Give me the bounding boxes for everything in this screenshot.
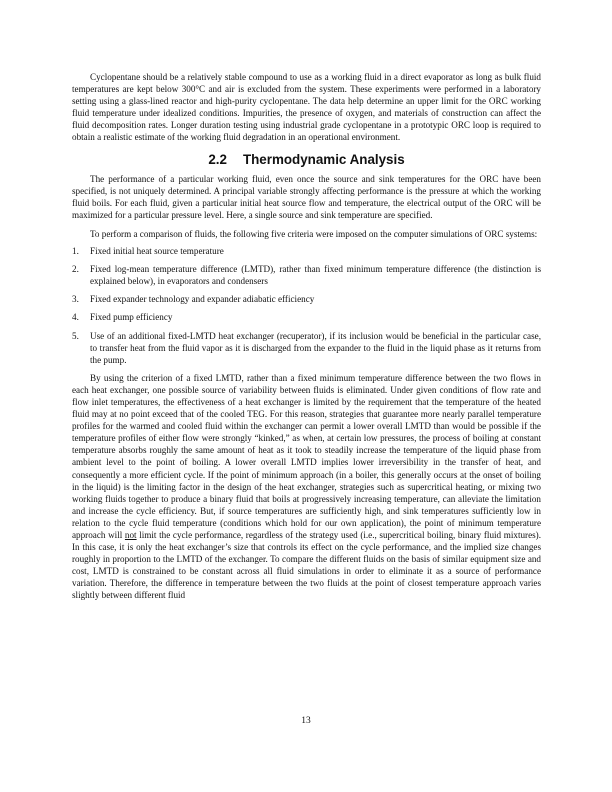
list-item (72, 330, 541, 366)
intro-paragraph: Cyclopentane should be a relatively stable compound to use as a working fluid in a direct evaporator as long as bulk fluid temperatures are kept below 300°C and air is excluded from the system. These experiments were performed in a laboratory setting using a glass-lined reactor and high-purity cyclopentane. The data help determine an upper limit for the ORC working fluid temperature under idealized conditions. Impurities, the presence of oxygen, and materials of construction can affect the fluid decomposition rates. Longer duration testing using industrial grade cyclopentane in a prototypic ORC loop is required to obtain a realistic estimate of the working fluid degradation in an operational environment. (72, 72, 541, 143)
list-item-number: 4. (72, 312, 79, 323)
list-item (72, 263, 541, 287)
page-content (72, 71, 541, 609)
list-item-number: 1. (72, 246, 79, 257)
lmtd-paragraph (72, 372, 541, 602)
list-item (72, 293, 541, 305)
section-title: Thermodynamic Analysis (242, 151, 405, 167)
list-item-number: 5. (72, 330, 79, 341)
section-heading (72, 151, 541, 169)
underlined-word: not (124, 530, 137, 540)
list-item (72, 311, 541, 323)
list-item-text: Fixed initial heat source temperature (90, 246, 224, 257)
list-item-number: 3. (72, 294, 79, 305)
list-item (72, 245, 541, 257)
criteria-intro-paragraph: To perform a comparison of fluids, the following five criteria were imposed on the computer simulations of ORC systems: (90, 228, 538, 239)
list-item-number: 2. (72, 264, 79, 275)
performance-paragraph: The performance of a particular working fluid, even once the source and sink temperatures for the ORC have been specified, is not uniquely determined. A principal variable strongly affecting performance is the pressure at which the working fluid boils. For each fluid, given a particular initial heat source flow and temperature, the electrical output of the ORC will be maximized for a particular pressure level. Here, a single source and sink temperature are specified. (72, 173, 541, 220)
list-item-text: Fixed log-mean temperature difference (LMTD), rather than fixed minimum temperature difference (the distinction is explained below), in evaporators and condensers (90, 264, 541, 287)
lmtd-text-after: limit the cycle performance, regardless of the strategy used (i.e., supercritical boiling, binary fluid mixtures). In this case, it is only the heat exchanger’s size that controls its effect on the cycle performance, and the implied size changes roughly in proportion to the LMTD of the exchanger. To compare the different fluids on the basis of similar equipment size and cost, LMTD is constrained to be constant across all fluid simulations in order to eliminate it as a source of performance variation. Therefore, the difference in temperature between the two fluids at the point of closest temperature approach varies slightly between different fluid (72, 530, 542, 601)
list-item-text: Use of an additional fixed-LMTD heat exchanger (recuperator), if its inclusion would be beneficial in the particular case, to transfer heat from the fluid vapor as it is discharged from the expander to the fluid in the liquid phase as it returns from the pump. (90, 330, 541, 365)
section-number: 2.2 (208, 151, 227, 167)
list-item-text: Fixed pump efficiency (90, 312, 173, 323)
criteria-list (72, 245, 541, 366)
list-item-text: Fixed expander technology and expander adiabatic efficiency (90, 294, 315, 305)
page-number: 13 (301, 716, 311, 726)
lmtd-text-before: By using the criterion of a fixed LMTD, rather than a fixed minimum temperature difference between the two flows in each heat exchanger, one possible source of variability between fluids is eliminated. Under given conditions of flow rate and flow inlet temperatures, the effectiveness of a heat exchanger is limited by the requirement that the temperature of the heated fluid may at no point exceed that of the cooled TEG. For this reason, strategies that guarantee more nearly parallel temperature profiles for the warmed and cooled fluid within the exchanger can permit a lower overall LMTD than would be possible if the temperature profiles of either flow were strongly “kinked,” as when, at certain low pressures, the process of boiling at constant temperature absorbs roughly the same amount of heat as it took to steadily increase the temperature of the liquid phase from ambient level to the point of boiling. A lower overall LMTD implies lower irreversibility in the transfer of heat, and consequently a more efficient cycle. If the point of minimum approach (in a boiler, this generally occurs at the onset of boiling in the liquid) is the limiting factor in the design of the heat exchanger, strategies such as supercritical heating, or mixing two working fluids together to produce a binary fluid that boils at progressively increasing temperature, can alleviate the limitation and increase the cycle efficiency. But, if source temperatures are sufficiently high, and sink temperatures sufficiently low in relation to the cycle fluid temperature (conditions which hold for our own application), the point of minimum temperature approach will (72, 372, 541, 540)
